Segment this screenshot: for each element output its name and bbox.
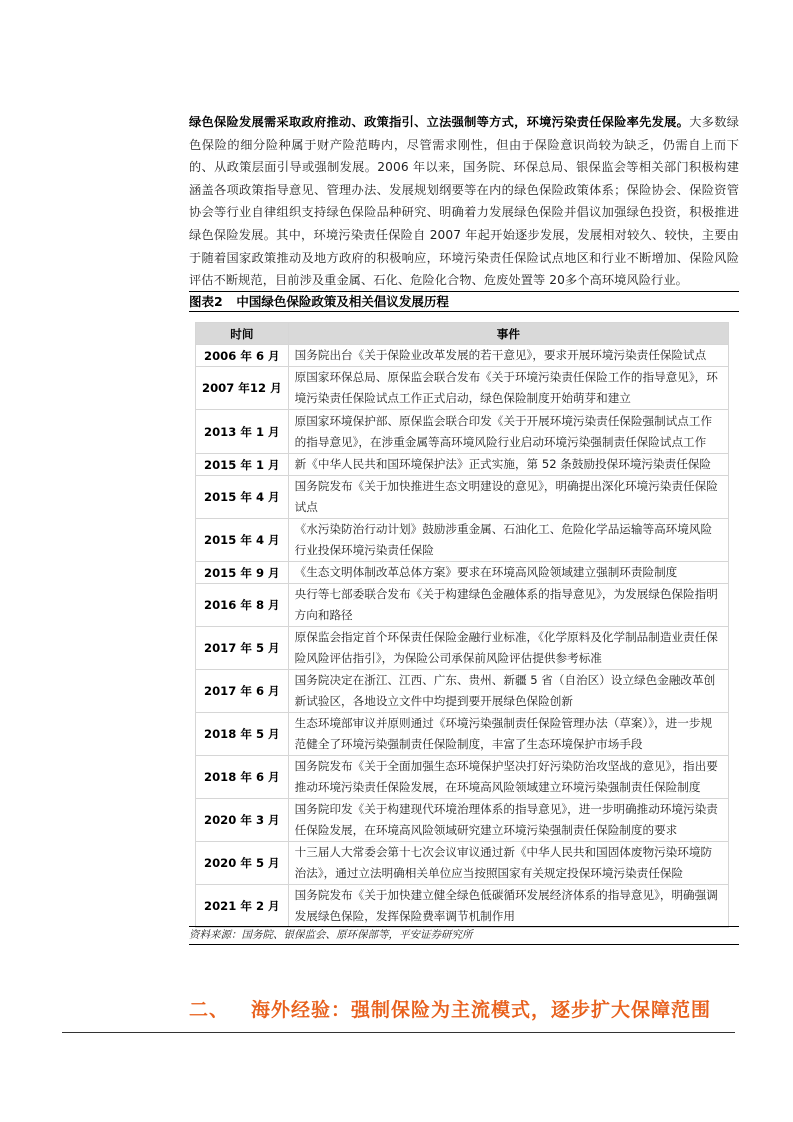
row-event: 新《中华人民共和国环境保护法》正式实施，第 52 条鼓励投保环境污染责任保险 xyxy=(288,454,728,476)
row-event: 《水污染防治行动计划》鼓励涉重金属、石油化工、危险化学品运输等高环境风险行业投保环境污染责任保险 xyxy=(288,519,728,562)
row-time: 2015 年 1 月 xyxy=(196,454,289,476)
table-row xyxy=(196,627,729,670)
table-row xyxy=(196,799,729,842)
row-event: 原国家环保总局、原保监会联合发布《关于环境污染责任保险工作的指导意见》，环境污染责任保险试点工作正式启动，绿色保险制度开始萌芽和建立 xyxy=(288,367,728,410)
row-event: 国务院决定在浙江、江西、广东、贵州、新疆 5 省（自治区）设立绿色金融改革创新试验区，各地设立文件中均提到要开展绿色保险创新 xyxy=(288,670,728,713)
table-row xyxy=(196,756,729,799)
row-time: 2017 年 5 月 xyxy=(196,627,289,670)
row-event: 《生态文明体制改革总体方案》要求在环境高风险领域建立强制环责险制度 xyxy=(288,562,728,584)
source-note: 资料来源：国务院、银保监会、原环保部等，平安证券研究所 xyxy=(189,926,739,945)
row-time: 2015 年 4 月 xyxy=(196,519,289,562)
row-time: 2018 年 5 月 xyxy=(196,713,289,756)
table-row xyxy=(196,367,729,410)
header-event: 事件 xyxy=(288,323,728,345)
row-time: 2018 年 6 月 xyxy=(196,756,289,799)
table-row xyxy=(196,410,729,454)
row-time: 2006 年 6 月 xyxy=(196,345,289,367)
row-event: 国务院发布《关于加快推进生态文明建设的意见》，明确提出深化环境污染责任保险试点 xyxy=(288,476,728,519)
table-row xyxy=(196,345,729,367)
figure-number: 图表2 xyxy=(189,294,223,309)
policy-timeline-table xyxy=(195,322,729,928)
section-title: 海外经验：强制保险为主流模式，逐步扩大保障范围 xyxy=(251,999,712,1021)
row-event: 生态环境部审议并原则通过《环境污染强制责任保险管理办法（草案）》，进一步规范健全了环境污染强制责任保险制度，丰富了生态环境保护市场手段 xyxy=(288,713,728,756)
row-event: 国务院发布《关于加快建立健全绿色低碳循环发展经济体系的指导意见》，明确强调发展绿色保险，发挥保险费率调节机制作用 xyxy=(288,885,728,928)
row-event: 国务院出台《关于保险业改革发展的若干意见》，要求开展环境污染责任保险试点 xyxy=(288,345,728,367)
table-row xyxy=(196,885,729,928)
table-row xyxy=(196,670,729,713)
row-time: 2021 年 2 月 xyxy=(196,885,289,928)
row-time: 2015 年 9 月 xyxy=(196,562,289,584)
row-event: 央行等七部委联合发布《关于构建绿色金融体系的指导意见》，为发展绿色保险指明方向和路径 xyxy=(288,584,728,627)
table-row xyxy=(196,842,729,885)
intro-paragraph xyxy=(189,111,739,292)
row-event: 国务院发布《关于全面加强生态环境保护坚决打好污染防治攻坚战的意见》，指出要推动环境污染责任保险发展，在环境高风险领域建立环境污染强制责任保险制度 xyxy=(288,756,728,799)
table-row xyxy=(196,562,729,584)
row-event: 原保监会指定首个环保责任保险金融行业标准，《化学原料及化学制品制造业责任保险风险评估指引》，为保险公司承保前风险评估提供参考标准 xyxy=(288,627,728,670)
figure-caption xyxy=(189,291,739,312)
row-time: 2007 年12 月 xyxy=(196,367,289,410)
row-time: 2020 年 3 月 xyxy=(196,799,289,842)
section-heading xyxy=(189,995,711,1022)
divider xyxy=(62,1032,735,1033)
header-time: 时间 xyxy=(196,323,289,345)
table-row xyxy=(196,713,729,756)
table-row xyxy=(196,584,729,627)
row-event: 国务院印发《关于构建现代环境治理体系的指导意见》，进一步明确推动环境污染责任保险发展，在环境高风险领域研究建立环境污染强制责任保险制度的要求 xyxy=(288,799,728,842)
table-header-row xyxy=(196,323,729,345)
table-row xyxy=(196,454,729,476)
figure-title: 中国绿色保险政策及相关倡议发展历程 xyxy=(236,294,449,309)
paragraph-body: 大多数绿色保险的细分险种属于财产险范畴内，尽管需求刚性，但由于保险意识尚较为缺乏，仍需自上而下的、从政策层面引导或强制发展。2006 年以来，国务院、环保总局、银保监会等相关部门积极构建涵盖各项政策指导意见、管理办法、发展规划纲要等在内的绿色保险政策体系；保险协会、保险资管协会等行业自律组织支持绿色保险品种研究、明确着力发展绿色保险并倡议加强绿色投资，积极推进绿色保险发展。其中，环境污染责任保险自 2007 年起开始逐步发展，发展相对较久、较快，主要由于随着国家政策推动及地方政府的积极响应，环境污染责任保险试点地区和行业不断增加、保险风险评估不断规范，目前涉及重金属、石化、危险化合物、危废处置等 20多个高环境风险行业。 xyxy=(189,115,740,288)
paragraph-lead: 绿色保险发展需采取政府推动、政策指引、立法强制等方式，环境污染责任保险率先发展。 xyxy=(189,115,690,129)
table-row xyxy=(196,519,729,562)
row-event: 原国家环境保护部、原保监会联合印发《关于开展环境污染责任保险强制试点工作的指导意见》，在涉重金属等高环境风险行业启动环境污染强制责任保险试点工作 xyxy=(288,410,728,454)
row-time: 2017 年 6 月 xyxy=(196,670,289,713)
row-time: 2020 年 5 月 xyxy=(196,842,289,885)
row-time: 2013 年 1 月 xyxy=(196,410,289,454)
row-time: 2015 年 4 月 xyxy=(196,476,289,519)
row-event: 十三届人大常委会第十七次会议审议通过新《中华人民共和国固体废物污染环境防治法》，通过立法明确相关单位应当按照国家有关规定投保环境污染责任保险 xyxy=(288,842,728,885)
table-row xyxy=(196,476,729,519)
section-number: 二、 xyxy=(189,999,230,1021)
row-time: 2016 年 8 月 xyxy=(196,584,289,627)
